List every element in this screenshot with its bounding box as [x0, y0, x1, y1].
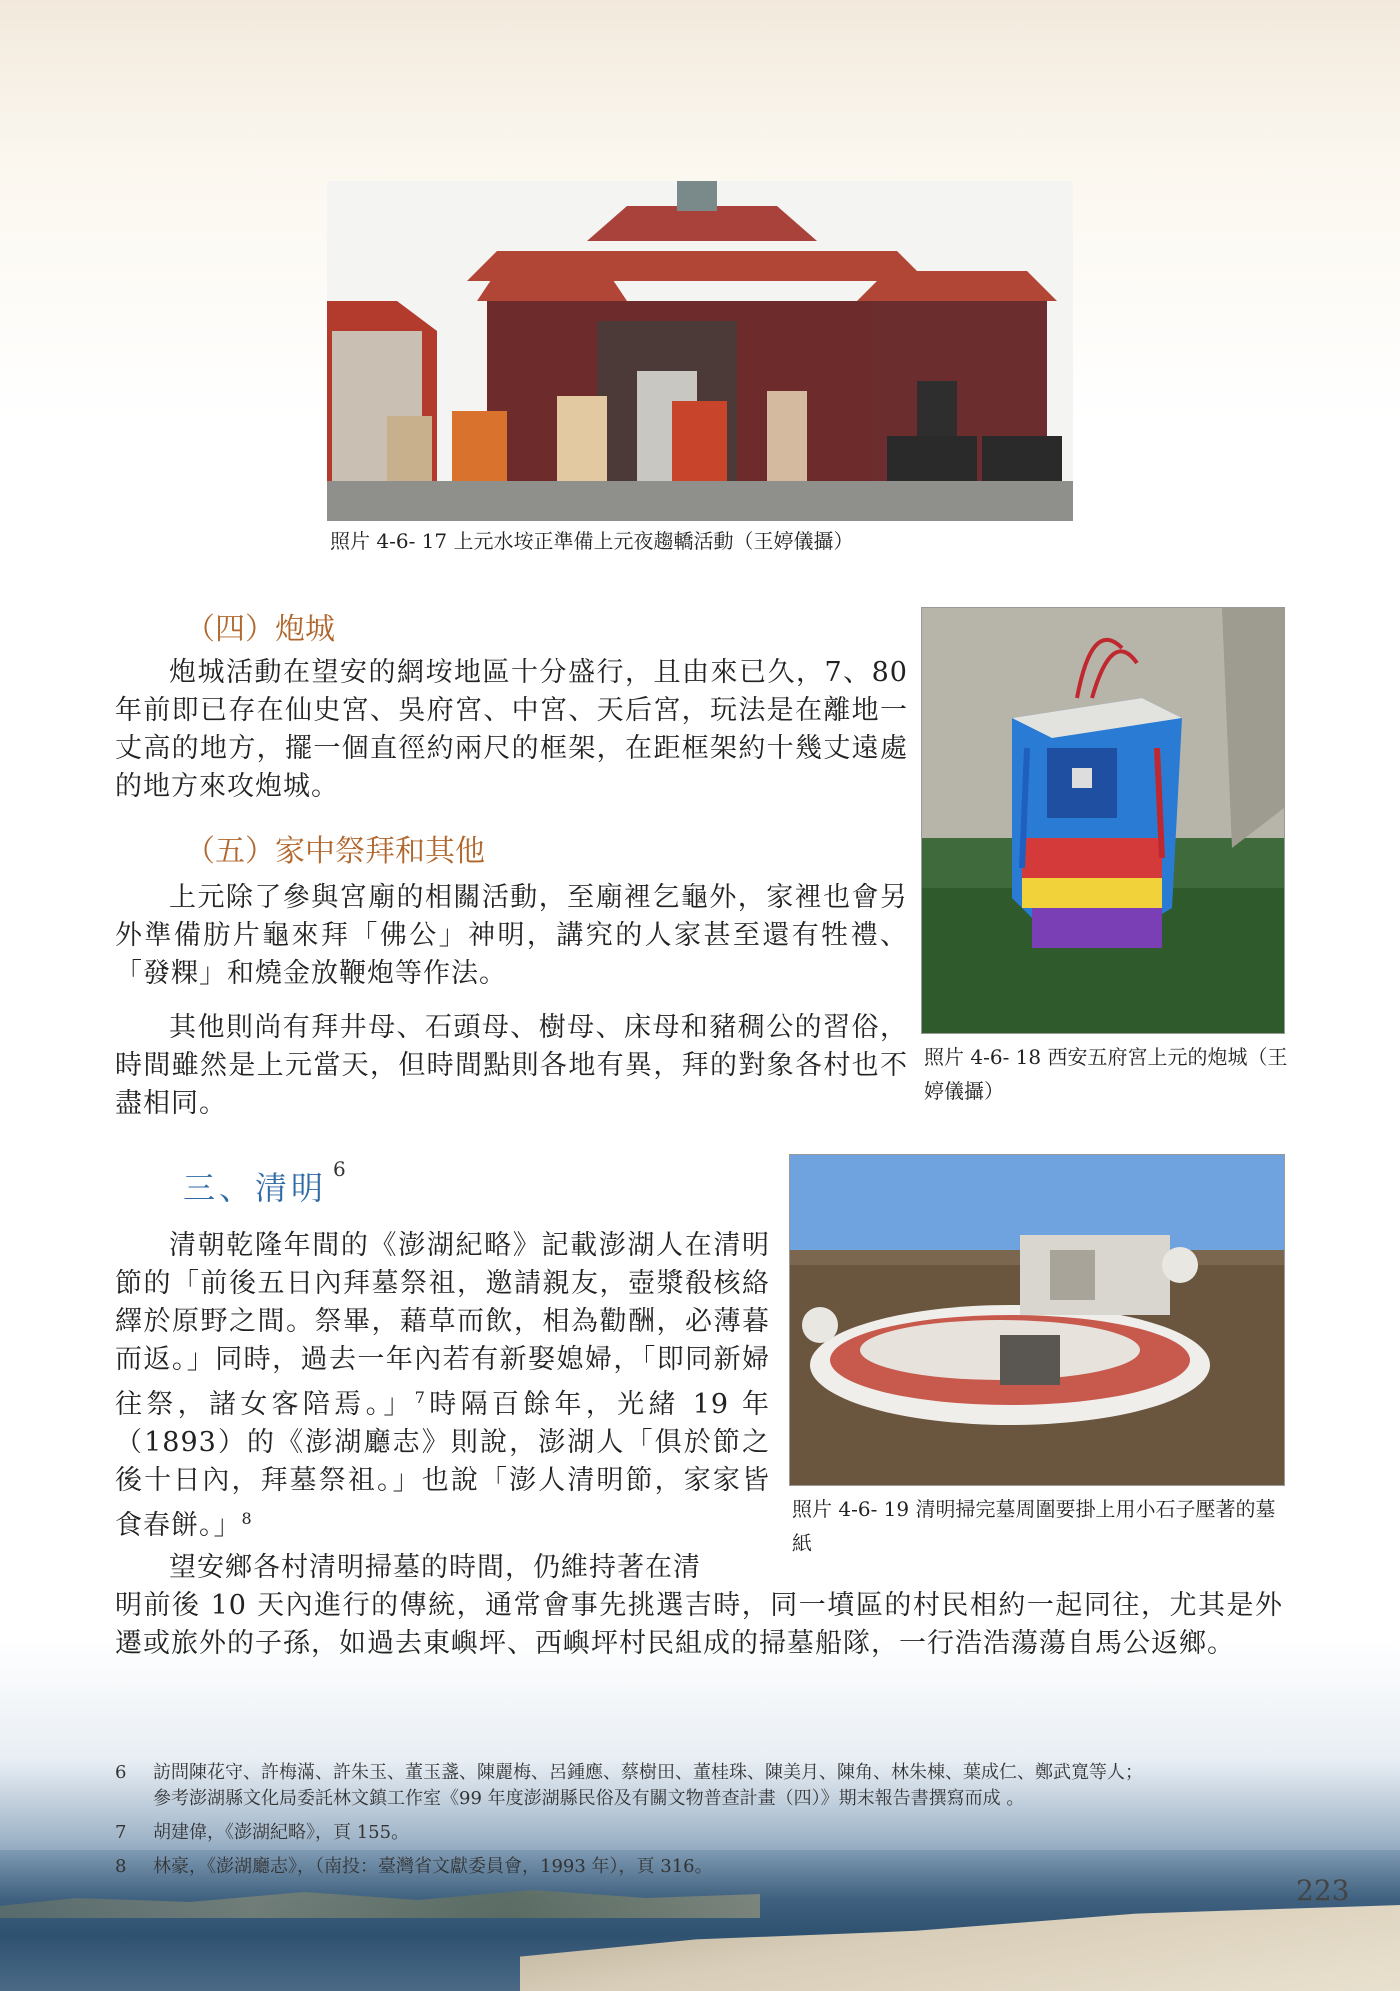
footnote-ref-7: 7	[414, 1388, 426, 1407]
section-5-paragraphs	[115, 879, 908, 1123]
qingming-paragraph-2-first: 望安鄉各村清明掃墓的時間，仍維持著在清	[169, 1552, 701, 1583]
footnote-8: 8 林豪，《澎湖廳志》，（南投：臺灣省文獻委員會，1993 年），頁 316。	[115, 1856, 713, 1877]
qingming-text-a: 清朝乾隆年間的《澎湖紀略》記載澎湖人在清明節的「前後五日內拜墓祭祖，邀請親友，壺漿殽核絡繹於原野之間。祭畢，藉草而飲，相為勸酬，必薄暮而返。」同時，過去一年內若有新娶媳婦，「即同新婦往祭，諸女客陪焉。」	[115, 1230, 770, 1420]
footnote-ref-8: 8	[241, 1509, 253, 1528]
temple-photo	[327, 181, 1073, 521]
qingming-text-b: 時隔百餘年，光緒 19 年（1893）的《澎湖廳志》則說，澎湖人「俱於節之後十日內，拜墓祭祖。」也說「澎人清明節，家家皆食春餅。」	[115, 1389, 770, 1541]
page-number: 223	[1296, 1874, 1350, 1907]
qingming-paragraph-2-rest: 明前後 10 天內進行的傳統，通常會事先挑選吉時，同一墳區的村民相約一起同往，尤其是外遷或旅外的子孫，如過去東嶼坪、西嶼坪村民組成的掃墓船隊，一行浩浩蕩蕩自馬公返鄉。	[115, 1590, 1283, 1659]
section-5-paragraph-2: 其他則尚有拜井母、石頭母、樹母、床母和豬稠公的習俗，時間雖然是上元當天，但時間點則各地有異，拜的對象各村也不盡相同。	[115, 1012, 908, 1119]
footnote-7: 7 胡建偉，《澎湖紀略》，頁 155。	[115, 1822, 410, 1843]
footnote-6: 6 訪問陳花守、許梅滿、許朱玉、董玉盞、陳麗梅、呂鍾應、蔡樹田、董桂珠、陳美月、陳角、林朱棟、葉成仁、鄭武寬等人；	[115, 1762, 1143, 1783]
footnotes	[115, 1760, 1285, 1880]
section-4-paragraph	[115, 654, 908, 806]
qingming-paragraph-1	[115, 1227, 770, 1545]
tomb-photo	[789, 1154, 1285, 1486]
qingming-paragraph-2	[115, 1549, 1283, 1663]
footnote-6-cont: 參考澎湖縣文化局委託林文鎮工作室《99 年度澎湖縣民俗及有關文物普查計畫（四）》期末報告書撰寫而成 。	[153, 1788, 1025, 1809]
qingming-footnote-ref: 6	[333, 1157, 350, 1181]
tomb-photo-caption: 照片 4-6- 19 清明掃完墓周圍要掛上用小石子壓著的墓紙	[792, 1497, 1276, 1555]
section-4-heading: （四）炮城	[185, 612, 335, 647]
section-4-text: 炮城活動在望安的網垵地區十分盛行，且由來已久，7、80 年前即已存在仙史宮、吳府宮、中宮、天后宮，玩法是在離地一丈高的地方，擺一個直徑約兩尺的框架，在距框架約十幾丈遠處的地方來攻炮城。	[115, 657, 908, 802]
palanquin-photo-caption: 照片 4-6- 18 西安五府宮上元的炮城（王婷儀攝）	[924, 1045, 1288, 1103]
palanquin-photo	[921, 607, 1285, 1034]
temple-photo-caption: 照片 4-6- 17 上元水垵正準備上元夜趨轎活動（王婷儀攝）	[330, 529, 854, 553]
section-5-heading: （五）家中祭拜和其他	[185, 834, 485, 869]
qingming-heading-text: 三、清明	[183, 1169, 328, 1207]
qingming-heading	[183, 1157, 350, 1209]
section-5-paragraph-1: 上元除了參與宮廟的相關活動，至廟裡乞龜外，家裡也會另外準備肪片龜來拜「佛公」神明，講究的人家甚至還有牲禮、「發粿」和燒金放鞭炮等作法。	[115, 882, 908, 989]
